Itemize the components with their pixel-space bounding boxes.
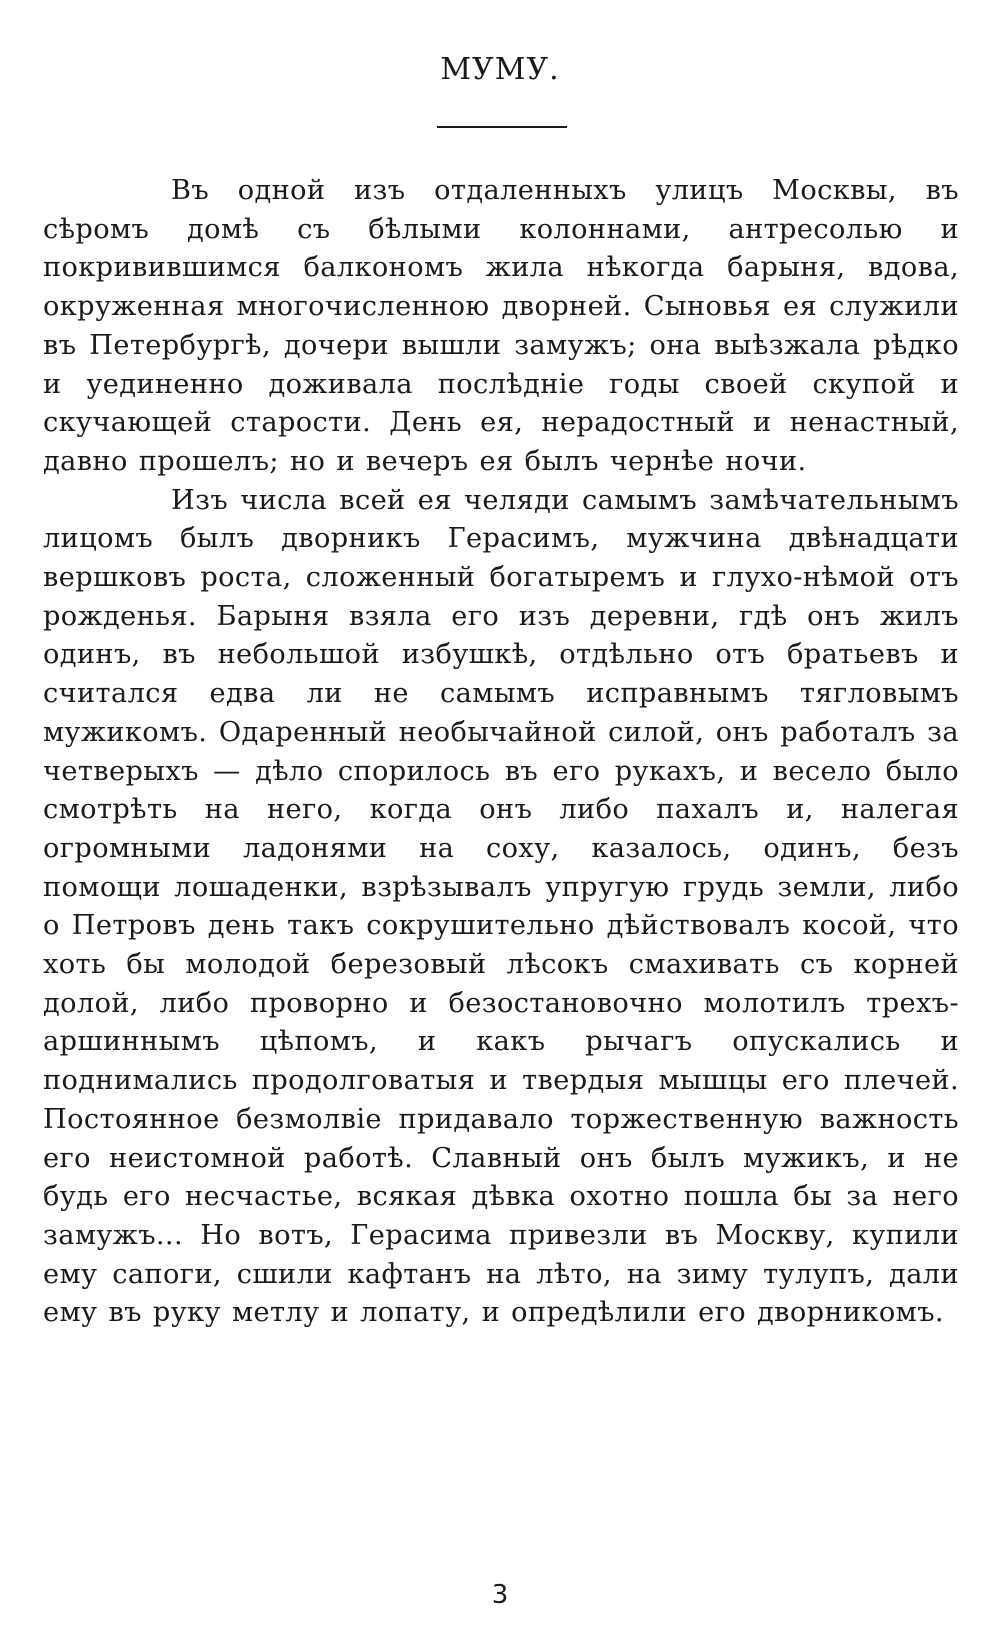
body-text [43, 172, 959, 1333]
paragraph-2: Изъ числа всей ея челяди самымъ замѣчательнымъ лицомъ былъ дворникъ Герасимъ, мужчина двѣнадцати вершковъ роста, сложенный богатыремъ и глухо-нѣмой отъ рожденья. Барыня взяла его изъ деревни, гдѣ онъ жилъ одинъ, въ небольшой избушкѣ, отдѣльно отъ братьевъ и считался едва ли не самымъ исправнымъ тягловымъ мужикомъ. Одаренный необычайной силой, онъ работалъ за четверыхъ — дѣло спорилось въ его рукахъ, и весело было смотрѣть на него, когда онъ либо пахалъ и, налегая огромными ладонями на соху, казалось, одинъ, безъ помощи лошаденки, взрѣзывалъ упругую грудь земли, либо о Петровъ день такъ сокрушительно дѣйствовалъ косой, что хоть бы молодой березовый лѣсокъ смахивать съ корней долой, либо проворно и безостановочно молотилъ трехъ-аршиннымъ цѣпомъ, и какъ рычагъ опускались и поднимались продолговатыя и твердыя мышцы его плечей. Постоянное безмолвiе придавало торжественную важность его неистомной работѣ. Славный онъ былъ мужикъ, и не будь его несчастье, всякая дѣвка охотно пошла бы за него замужъ... Но вотъ, Герасима привезли въ Москву, купили ему сапоги, сшили кафтанъ на лѣто, на зиму тулупъ, дали ему въ руку метлу и лопату, и опредѣлили его дворникомъ. [43, 484, 959, 1329]
page-number: 3 [491, 1580, 509, 1610]
paragraph-1: Въ одной изъ отдаленныхъ улицъ Москвы, въ сѣромъ домѣ съ бѣлыми колоннами, антресолью и покривившимся балкономъ жила нѣкогда барыня, вдова, окруженная многочисленною дворней. Сыновья ея служили въ Петербургѣ, дочери вышли замужъ; она выѣзжала рѣдко и уединенно доживала послѣднiе годы своей скупой и скучающей старости. День ея, нерадостный и ненастный, давно прошелъ; но и вечеръ ея былъ чернѣе ночи. [43, 175, 959, 477]
chapter-title: МУМУ. [440, 52, 560, 87]
title-divider [437, 126, 567, 128]
